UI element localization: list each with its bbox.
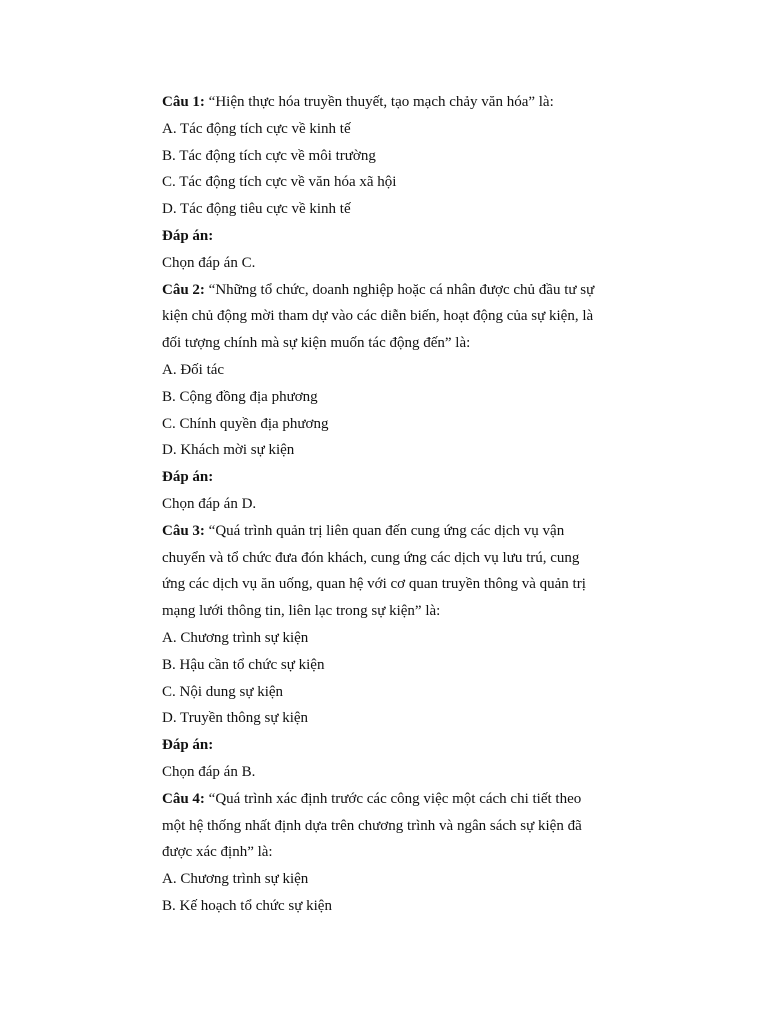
question-1-option-a: A. Tác động tích cực về kinh tế	[162, 120, 351, 137]
question-4-line-1	[162, 786, 612, 813]
question-2-label: Câu 2:	[162, 281, 205, 298]
question-1-line-1	[162, 89, 612, 116]
question-4-stem-1: “Quá trình xác định trước các công việc một cách chi tiết theo	[208, 790, 582, 807]
question-2-option-d: D. Khách mời sự kiện	[162, 442, 295, 459]
question-1-answer-label: Đáp án:	[162, 227, 214, 244]
question-3-stem-2: chuyển và tổ chức đưa đón khách, cung ứng các dịch vụ lưu trú, cung	[162, 549, 580, 566]
question-3-answer-text: Chọn đáp án B.	[162, 763, 256, 780]
question-3-label: Câu 3:	[162, 522, 205, 539]
question-2-answer-text: Chọn đáp án D.	[162, 495, 257, 512]
question-3-stem-1: “Quá trình quản trị liên quan đến cung ứng các dịch vụ vận	[208, 522, 565, 539]
question-4-stem-2: một hệ thống nhất định dựa trên chương trình và ngân sách sự kiện đã	[162, 817, 582, 834]
question-3-option-c: C. Nội dung sự kiện	[162, 683, 284, 700]
question-3-option-d: D. Truyền thông sự kiện	[162, 710, 309, 727]
question-1-label: Câu 1:	[162, 94, 205, 110]
question-3-stem-4: mạng lưới thông tin, liên lạc trong sự kiện” là:	[162, 603, 441, 620]
question-1-answer-text: Chọn đáp án C.	[162, 254, 256, 271]
question-4-label: Câu 4:	[162, 790, 205, 807]
question-2-line-1	[162, 277, 612, 304]
question-1-stem: “Hiện thực hóa truyền thuyết, tạo mạch chảy văn hóa” là:	[208, 94, 554, 110]
question-1-option-d: D. Tác động tiêu cực về kinh tế	[162, 201, 351, 218]
question-2-stem-1: “Những tổ chức, doanh nghiệp hoặc cá nhân được chủ đầu tư sự	[208, 281, 595, 298]
question-1-option-c: C. Tác động tích cực về văn hóa xã hội	[162, 174, 397, 191]
question-2-stem-3: đối tượng chính mà sự kiện muốn tác động đến” là:	[162, 335, 471, 352]
question-2-option-c: C. Chính quyền địa phương	[162, 415, 329, 432]
document-page	[162, 89, 612, 920]
question-4-stem-3: được xác định” là:	[162, 844, 273, 861]
question-4-option-a: A. Chương trình sự kiện	[162, 871, 309, 888]
question-3-line-1	[162, 518, 612, 545]
question-3-stem-3: ứng các dịch vụ ăn uống, quan hệ với cơ quan truyền thông và quản trị	[162, 576, 586, 593]
question-1-option-b: B. Tác động tích cực về môi trường	[162, 147, 376, 164]
question-2-stem-2: kiện chủ động mời tham dự vào các diễn biến, hoạt động của sự kiện, là	[162, 308, 594, 325]
question-3-option-b: B. Hậu cần tổ chức sự kiện	[162, 656, 325, 673]
question-2-option-a: A. Đối tác	[162, 361, 225, 378]
question-2-answer-label: Đáp án:	[162, 469, 214, 486]
question-3-answer-label: Đáp án:	[162, 737, 214, 754]
question-4-option-b: B. Kế hoạch tổ chức sự kiện	[162, 897, 332, 914]
question-2-option-b: B. Cộng đồng địa phương	[162, 388, 318, 405]
question-3-option-a: A. Chương trình sự kiện	[162, 629, 309, 646]
